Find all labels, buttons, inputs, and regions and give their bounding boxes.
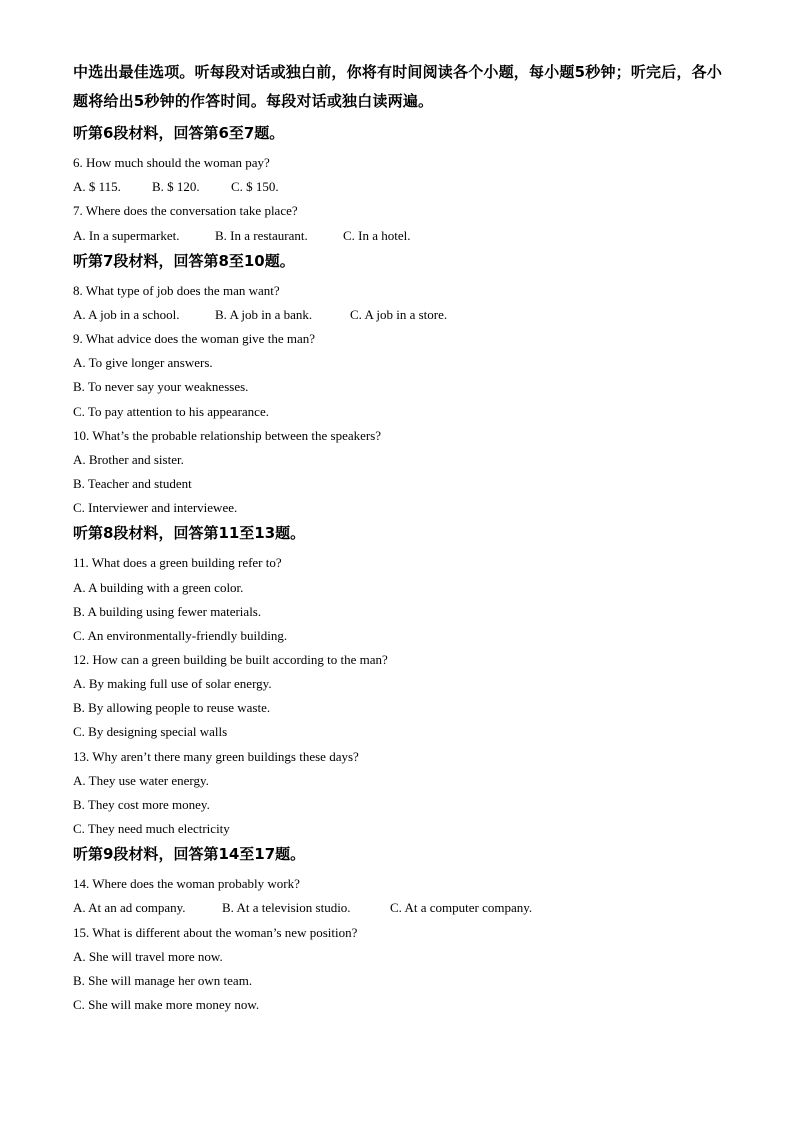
question-7-stem: 7. Where does the conversation take place? <box>73 203 298 218</box>
question-8-stem: 8. What type of job does the man want? <box>73 283 280 298</box>
question-9-option-a: A. To give longer answers. <box>73 355 213 370</box>
question-8-options <box>73 306 447 323</box>
question-14-options <box>73 899 532 916</box>
question-14-option-a: A. At an ad company. <box>73 900 186 915</box>
question-12-option-b: B. By allowing people to reuse waste. <box>73 700 271 715</box>
section-heading-8: 听第8段材料，回答第11至13题。 <box>73 524 306 542</box>
question-12-stem: 12. How can a green building be built according to the man? <box>73 652 388 667</box>
question-14-option-c: C. At a computer company. <box>390 900 533 915</box>
question-7-option-b: B. In a restaurant. <box>215 228 308 243</box>
question-9-option-b: B. To never say your weaknesses. <box>73 379 249 394</box>
question-6-option-a: A. $ 115. <box>73 179 121 194</box>
question-10-option-b: B. Teacher and student <box>73 476 192 491</box>
question-11-option-c: C. An environmentally-friendly building. <box>73 628 288 643</box>
question-11-option-a: A. A building with a green color. <box>73 580 244 595</box>
question-8-option-c: C. A job in a store. <box>350 307 448 322</box>
question-15-option-b: B. She will manage her own team. <box>73 973 253 988</box>
question-12-option-a: A. By making full use of solar energy. <box>73 676 272 691</box>
section-heading-6: 听第6段材料，回答第6至7题。 <box>73 124 285 142</box>
question-6-option-b: B. $ 120. <box>152 179 200 194</box>
question-8-option-a: A. A job in a school. <box>73 307 180 322</box>
question-6-options <box>73 178 279 195</box>
question-11-stem: 11. What does a green building refer to? <box>73 555 282 570</box>
section-heading-9: 听第9段材料，回答第14至17题。 <box>73 845 306 863</box>
question-14-stem: 14. Where does the woman probably work? <box>73 876 300 891</box>
question-9-option-c: C. To pay attention to his appearance. <box>73 404 269 419</box>
question-12-option-c: C. By designing special walls <box>73 724 228 739</box>
question-7-option-a: A. In a supermarket. <box>73 228 180 243</box>
section-instructions: 中选出最佳选项。听每段对话或独白前，你将有时间阅读各个小题，每小题5秒钟；听完后，各小题将给出5秒钟的作答时间。每段对话或独白读两遍。 <box>73 63 723 110</box>
question-6-option-c: C. $ 150. <box>231 179 279 194</box>
question-7-option-c: C. In a hotel. <box>343 228 411 243</box>
question-15-stem: 15. What is different about the woman’s new position? <box>73 925 358 940</box>
question-9-stem: 9. What advice does the woman give the man? <box>73 331 315 346</box>
question-14-option-b: B. At a television studio. <box>222 900 351 915</box>
question-10-option-a: A. Brother and sister. <box>73 452 184 467</box>
question-13-option-c: C. They need much electricity <box>73 821 230 836</box>
question-11-option-b: B. A building using fewer materials. <box>73 604 262 619</box>
question-8-option-b: B. A job in a bank. <box>215 307 313 322</box>
question-15-option-a: A. She will travel more now. <box>73 949 223 964</box>
question-10-stem: 10. What’s the probable relationship between the speakers? <box>73 428 382 443</box>
question-13-stem: 13. Why aren’t there many green buildings these days? <box>73 749 359 764</box>
question-10-option-c: C. Interviewer and interviewee. <box>73 500 238 515</box>
question-13-option-b: B. They cost more money. <box>73 797 210 812</box>
question-15-option-c: C. She will make more money now. <box>73 997 260 1012</box>
section-heading-7: 听第7段材料，回答第8至10题。 <box>73 252 295 270</box>
question-7-options <box>73 227 411 244</box>
question-6-stem: 6. How much should the woman pay? <box>73 155 270 170</box>
question-13-option-a: A. They use water energy. <box>73 773 209 788</box>
